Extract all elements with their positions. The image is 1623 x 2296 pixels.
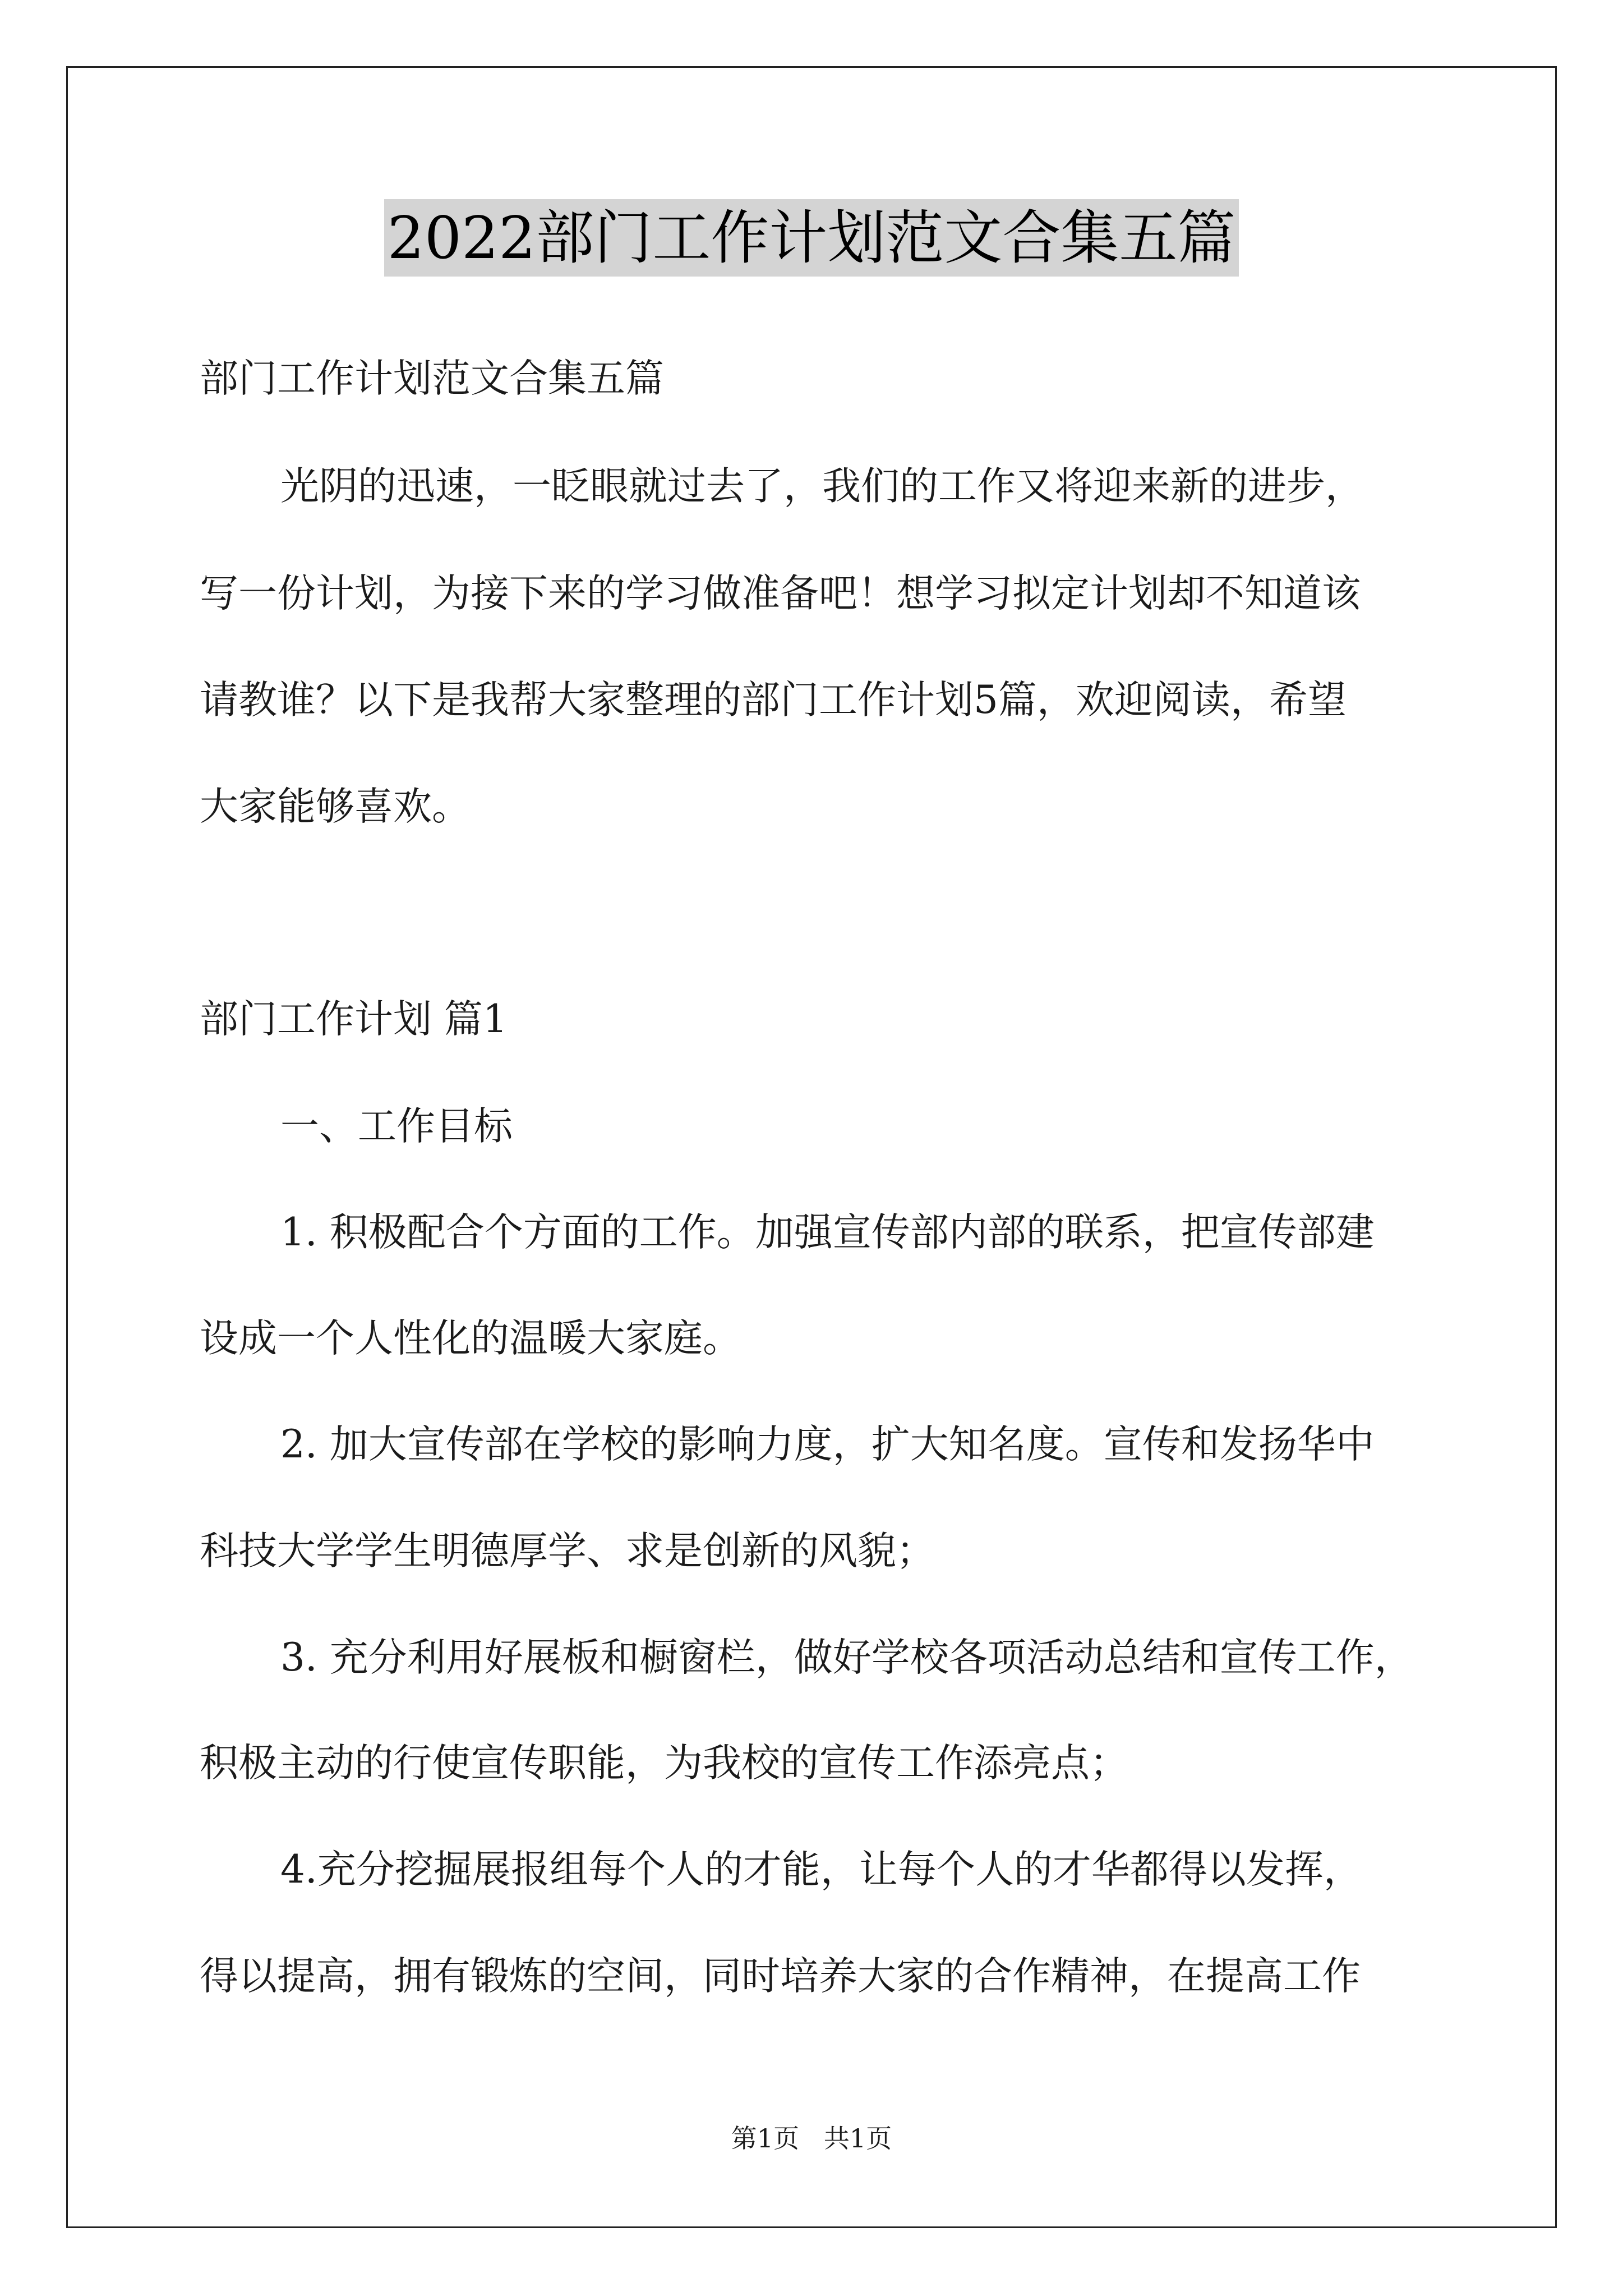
doc-subtitle: 部门工作计划范文合集五篇 [200, 356, 664, 401]
paragraph-line: 1. 积极配合个方面的工作。加强宣传部内部的联系，把宣传部建 [280, 1210, 1375, 1255]
paragraph-line: 2. 加大宣传部在学校的影响力度，扩大知名度。宣传和发扬华中 [280, 1422, 1375, 1467]
paragraph-line: 写一份计划，为接下来的学习做准备吧！想学习拟定计划却不知道该 [200, 571, 1361, 616]
section-heading: 部门工作计划 篇1 [200, 997, 508, 1042]
paragraph-line: 3. 充分利用好展板和橱窗栏，做好学校各项活动总结和宣传工作， [280, 1635, 1413, 1680]
paragraph-line: 科技大学学生明德厚学、求是创新的风貌； [200, 1529, 935, 1573]
paragraph-line: 请教谁？以下是我帮大家整理的部门工作计划5篇，欢迎阅读，希望 [200, 678, 1347, 723]
subheading: 一、工作目标 [280, 1104, 513, 1149]
document-title: 2022部门工作计划范文合集五篇 [384, 199, 1239, 277]
title-container [0, 199, 1623, 277]
paragraph-line: 4.充分挖掘展报组每个人的才能，让每个人的才华都得以发挥， [280, 1847, 1362, 1892]
paragraph-line: 大家能够喜欢。 [200, 784, 471, 829]
page-footer: 第1页 共1页 [731, 2123, 892, 2154]
paragraph-line: 得以提高，拥有锻炼的空间，同时培养大家的合作精神，在提高工作 [200, 1954, 1361, 1999]
paragraph-line: 设成一个人性化的温暖大家庭。 [200, 1316, 741, 1361]
paragraph-line: 光阴的迅速，一眨眼就过去了，我们的工作又将迎来新的进步， [280, 464, 1364, 509]
paragraph-line: 积极主动的行使宣传职能，为我校的宣传工作添亮点； [200, 1741, 1128, 1786]
